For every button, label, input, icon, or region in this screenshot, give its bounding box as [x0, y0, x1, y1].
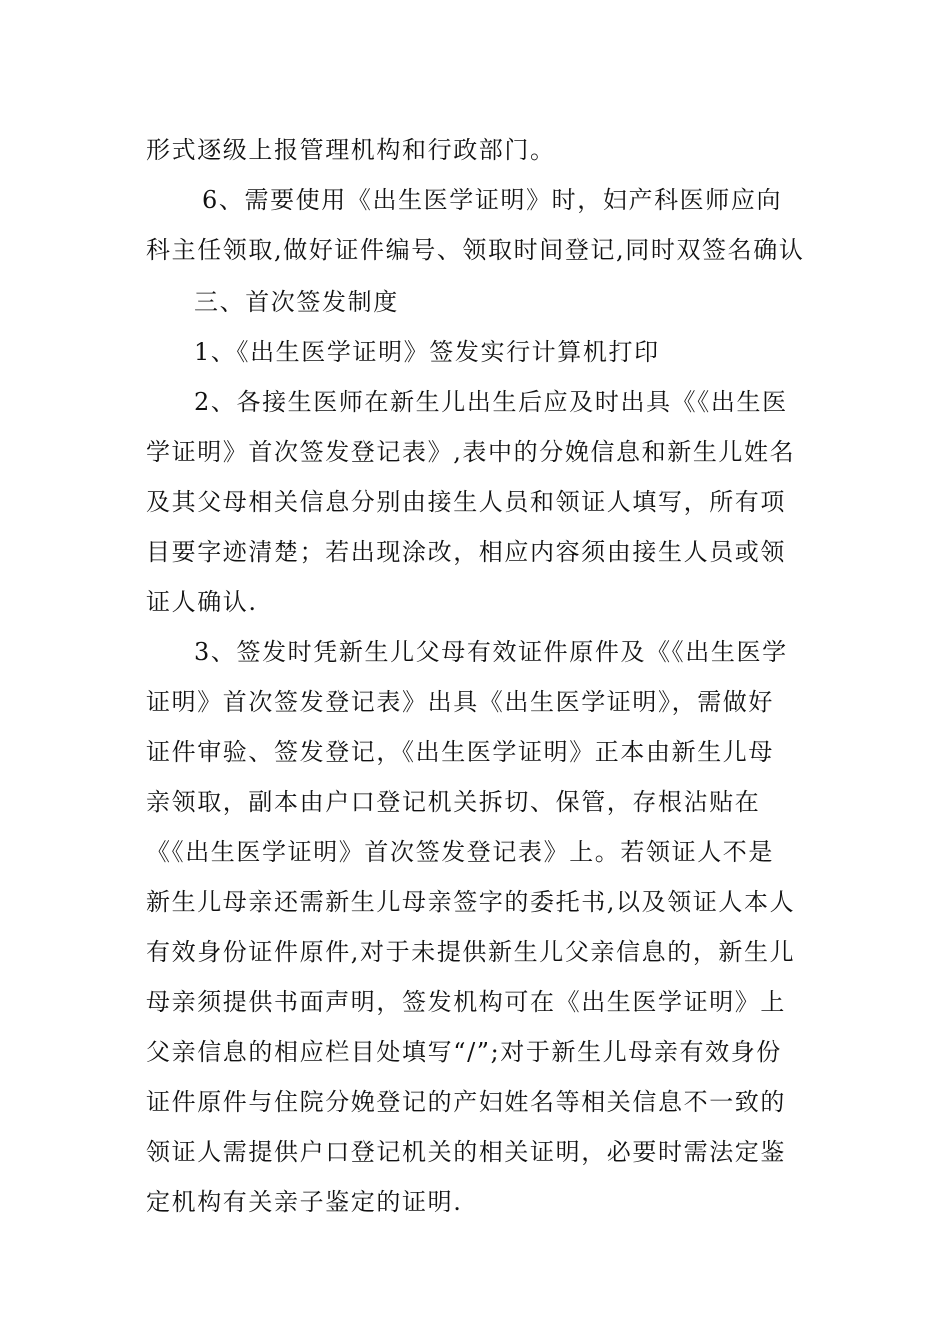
text-line: 科主任领取,做好证件编号、领取时间登记,同时双签名确认 — [146, 236, 805, 264]
text-line: 证件审验、签发登记，《出生医学证明》正本由新生儿母 — [146, 738, 774, 766]
text-line: 形式逐级上报管理机构和行政部门。 — [146, 136, 556, 164]
text-line: 证人确认. — [146, 588, 258, 616]
text-line: 2、各接生医师在新生儿出生后应及时出具《《出生医 — [194, 388, 788, 416]
text-line: 目要字迹清楚；若出现涂改，相应内容须由接生人员或领 — [146, 538, 786, 566]
text-line: 证明》首次签发登记表》出具《出生医学证明》，需做好 — [146, 688, 774, 716]
text-line: 1、《出生医学证明》签发实行计算机打印 — [194, 338, 660, 366]
text-line: 及其父母相关信息分别由接生人员和领证人填写，所有项 — [146, 488, 786, 516]
text-line: 证件原件与住院分娩登记的产妇姓名等相关信息不一致的 — [146, 1088, 786, 1116]
text-line: 6、需要使用《出生医学证明》时，妇产科医师应向 — [202, 186, 783, 214]
text-line: 父亲信息的相应栏目处填写“/”;对于新生儿母亲有效身份 — [146, 1038, 782, 1066]
section-heading: 三、首次签发制度 — [194, 288, 399, 316]
text-line: 3、签发时凭新生儿父母有效证件原件及《《出生医学 — [194, 638, 788, 666]
text-line: 有效身份证件原件,对于未提供新生儿父亲信息的，新生儿 — [146, 938, 796, 966]
text-line: 亲领取，副本由户口登记机关拆切、保管，存根沾贴在 — [146, 788, 761, 816]
text-line: 学证明》首次签发登记表》,表中的分娩信息和新生儿姓名 — [146, 438, 796, 466]
text-line: 母亲须提供书面声明，签发机构可在《出生医学证明》上 — [146, 988, 786, 1016]
text-line: 领证人需提供户口登记机关的相关证明，必要时需法定鉴 — [146, 1138, 786, 1166]
text-line: 新生儿母亲还需新生儿母亲签字的委托书,以及领证人本人 — [146, 888, 796, 916]
text-line: 《《出生医学证明》首次签发登记表》上。若领证人不是 — [146, 838, 774, 866]
text-line: 定机构有关亲子鉴定的证明. — [146, 1188, 463, 1216]
